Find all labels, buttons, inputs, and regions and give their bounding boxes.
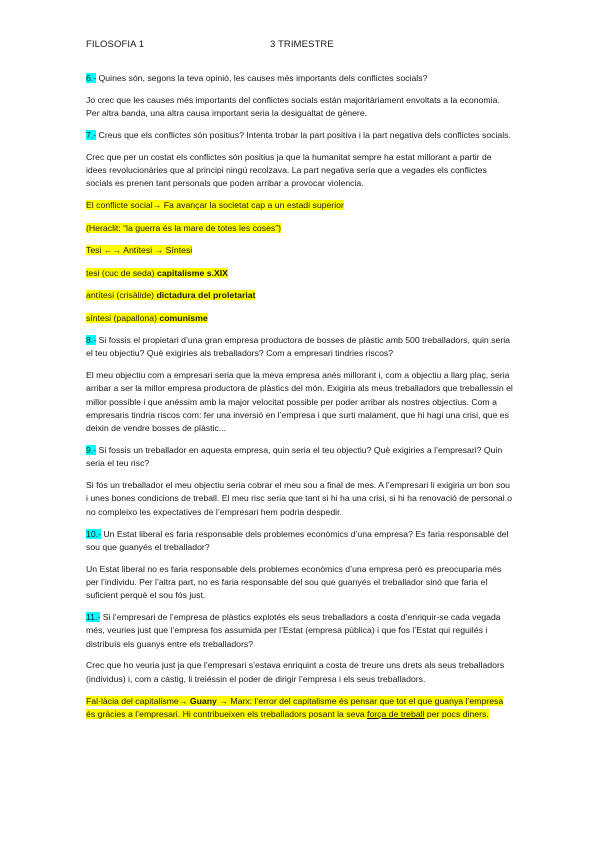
answer-9: Si fós un treballador el meu objectiu seria cobrar el meu sou a final de mes. A l’empresari li exigiria un bon sou i unes bones condicions de treball. El meu risc seria que tant si hi ha una crisi, si hi ha renovació de personal o no compleixo les expectatives de l’empresari hem podria despedir.: [86, 480, 512, 517]
highlight-text: síntesi (papallona): [86, 312, 160, 323]
question-9: [86, 444, 514, 471]
question-8: [86, 334, 514, 361]
question-11: [86, 611, 514, 651]
highlight-text: antítesi (crisàlide): [86, 290, 157, 301]
highlight-line-4: [86, 267, 514, 280]
question-text: Creus que els conflictes són positius? Intenta trobar la part positiva i la part negativa dels conflictes socials.: [96, 129, 511, 140]
answer-6: Jo crec que les causes més importants del conflictes socials están majoritàriament envoltats a la economia. Per altra banda, una altra causa important seria la desigualtat de gènere.: [86, 94, 500, 119]
highlight-text: Fal·làcia del capitalisme→: [86, 695, 190, 706]
highlight-bold-text: comunisme: [159, 312, 208, 323]
highlight-bold-text: Guany: [189, 695, 217, 706]
highlight-line-6: [86, 312, 514, 325]
highlight-text: Tesi ←→ Antítesi → Síntesi: [86, 245, 193, 256]
highlight-line-1: [86, 199, 514, 212]
highlight-bold-text: dictadura del proletariat: [156, 290, 256, 301]
question-text: Si l’empresari de l’empresa de plàstics explotés els seus treballadors a costa d’enriquir-se cada vegada més, veuries just que l’empresa fos assumida per l’Estat (empresa pública) i que fos l’Estat qui reguilés i distribuís els guanys entre els treballadors?: [86, 612, 501, 649]
question-number: 10.-: [86, 528, 101, 539]
highlight-line-2: [86, 222, 514, 235]
highlight-underlined-text: força de treball: [367, 708, 425, 719]
question-number: 11.-: [86, 612, 101, 623]
highlight-text: (Heraclit: “la guerra és la mare de totes les coses”): [86, 222, 282, 233]
document-body: [86, 72, 514, 730]
question-text: Si fossis el propietari d’una gran empresa productora de bosses de plàstic amb 500 treballadors, quin seria el teu objectiu? Què exigiries als treballadors? Com a empresari tindries riscos?: [86, 334, 510, 359]
question-number: 7.-: [86, 129, 97, 140]
highlight-text: El conflicte social→ Fa avançar la societat cap a un estadi superior: [86, 200, 344, 211]
answer-7: Crec que per un costat els conflictes són positius ja que la humanitat sempre ha estat millorant a partir de idees revolucionàries que al principi ningú recolzava. La part negativa seria que a vegades els conflictes socials es prenen tant personals que poden arribar a provocar violencia.: [86, 151, 492, 189]
question-text: Un Estat liberal es faria responsable dels problemes econòmics d’una empresa? Es faria responsable del sou que guanyés el treballador?: [86, 528, 509, 552]
question-10: [86, 528, 514, 555]
answer-8: El meu objectiu com a empresari seria que la meva empresa anés millorant i, com a objectiu a llarg plaç, seria arribar a ser la millor empresa productora de plàstics del món. Exigiria als meus treballadors que treballessin el millor possible i que anéssim amb la major velocitat possible per poder arribar als nostres objectius. Com a empresaris tindria riscos com: fer una inversió en l’empresa i que surti malament, que hi hagi una crisi, que es deixin de vendre bosses de plàstic...: [86, 370, 513, 434]
question-6: [86, 72, 514, 85]
highlight-line-3: [86, 244, 514, 257]
header-subject: FILOSOFIA 1: [86, 39, 145, 50]
highlight-line-5: [86, 289, 514, 302]
question-text: Quines són, segons la teva opinió, les causes més importants dels conflictes socials?: [96, 73, 428, 83]
question-7: [86, 129, 514, 142]
final-highlight-paragraph: [86, 695, 514, 722]
highlight-text: → Marx: l’error del capitalisme és pensar que tot el que guanya l’empresa és gràcies a l’empresari. Hi contribueixen els treballadors posant la seva: [86, 695, 504, 719]
question-text: Si fossis un treballador en aquesta empresa, quin seria el teu objectiu? Què exigiries a l’empresari? Quin seria el teu risc?: [86, 445, 503, 469]
highlight-text: tesi (cuc de seda): [86, 267, 157, 278]
question-number: 6.-: [86, 73, 97, 83]
highlight-text: per pocs diners.: [424, 708, 489, 719]
answer-10: Un Estat liberal no es faria responsable dels problemes econòmics d’una empresa però es preocuparia més per l’individu. Per l’altra part, no es faria responsable del sou que guanyés el treballador sinó que faria el suficient perquè el sou fós just.: [86, 563, 502, 601]
answer-11: Crec que ho veuria just ja que l’empresari s’estava enriquint a costa de treure uns drets als seus treballadors (individus) i, com a càstig, li treiéssin el poder de dirigir l’empresa i els seus treballadors.: [86, 660, 505, 684]
question-number: 9.-: [86, 445, 97, 456]
highlight-bold-text: capitalisme s.XIX: [156, 267, 228, 278]
question-number: 8.-: [86, 334, 97, 345]
header-term: 3 TRIMESTRE: [270, 39, 334, 50]
